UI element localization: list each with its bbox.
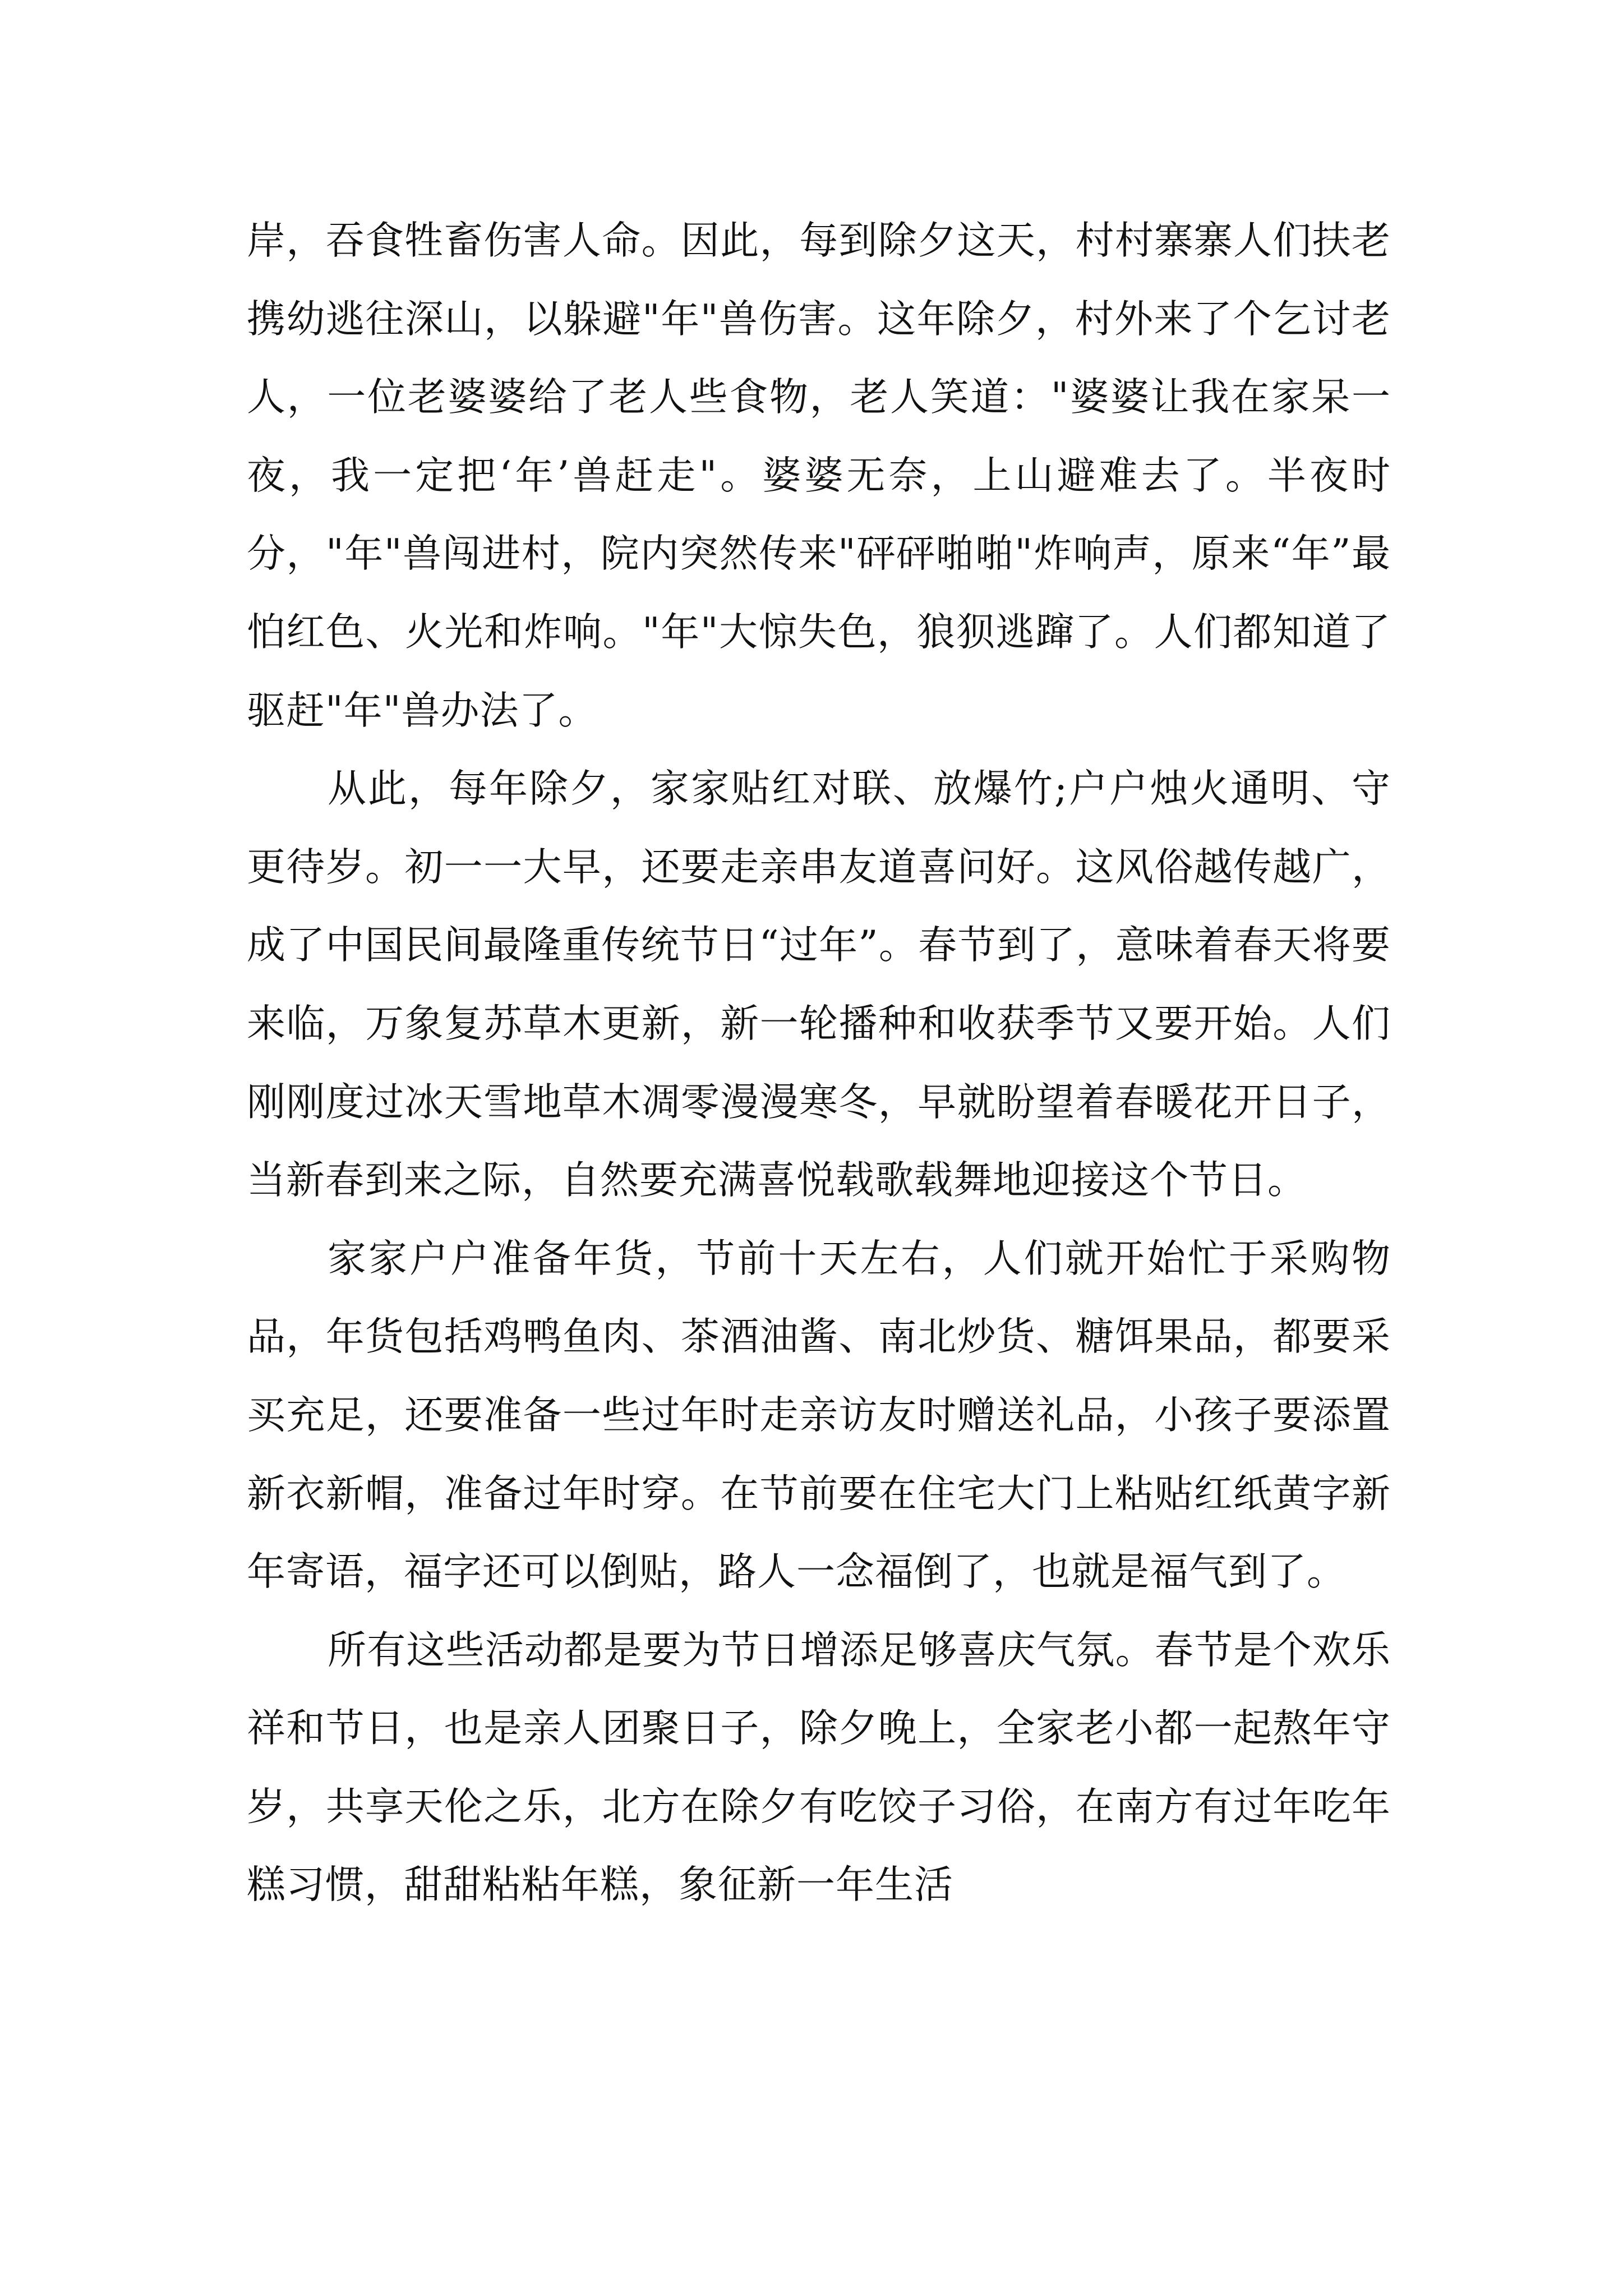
paragraph-2: 从此，每年除夕，家家贴红对联、放爆竹;户户烛火通明、守更待岁。初一一大早，还要走亲串友道喜问好。这风俗越传越广，成了中国民间最隆重传统节日“过年”。春节到了，意味着春天将要来临，万象复苏草木更新，新一轮播种和收获季节又要开始。人们刚刚度过冰天雪地草木凋零漫漫寒冬，早就盼望着春暖花开日子，当新春到来之际，自然要充满喜悦载歌载舞地迎接这个节日。 (247, 766, 1391, 1203)
body-text (247, 202, 1391, 1925)
paragraph-4: 所有这些活动都是要为节日增添足够喜庆气氛。春节是个欢乐祥和节日，也是亲人团聚日子，除夕晚上，全家老小都一起熬年守岁，共享天伦之乐，北方在除夕有吃饺子习俗，在南方有过年吃年糕习惯，甜甜粘粘年糕，象征新一年生活 (247, 1627, 1391, 1908)
paragraph-3: 家家户户准备年货，节前十天左右，人们就开始忙于采购物品，年货包括鸡鸭鱼肉、茶酒油酱、南北炒货、糖饵果品，都要采买充足，还要准备一些过年时走亲访友时赠送礼品，小孩子要添置新衣新帽，准备过年时穿。在节前要在住宅大门上粘贴红纸黄字新年寄语，福字还可以倒贴，路人一念福倒了，也就是福气到了。 (247, 1236, 1391, 1595)
paragraph-1: 岸，吞食牲畜伤害人命。因此，每到除夕这天，村村寨寨人们扶老携幼逃往深山，以躲避"年"兽伤害。这年除夕，村外来了个乞讨老人，一位老婆婆给了老人些食物，老人笑道："婆婆让我在家呆一夜，我一定把‘年’兽赶走"。婆婆无奈，上山避难去了。半夜时分，"年"兽闯进村，院内突然传来"砰砰啪啪"炸响声，原来“年”最怕红色、火光和炸响。"年"大惊失色，狼狈逃蹿了。人们都知道了驱赶"年"兽办法了。 (247, 218, 1391, 733)
